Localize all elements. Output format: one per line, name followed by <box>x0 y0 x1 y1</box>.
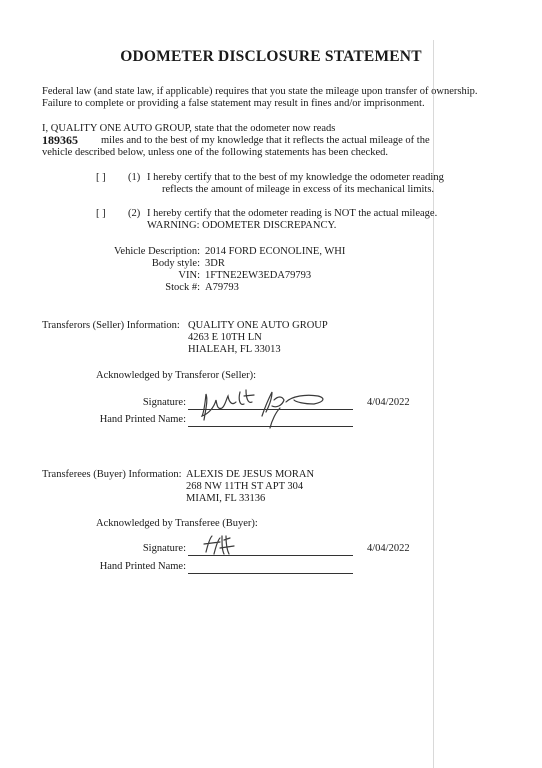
transferee-signature-image <box>200 532 240 558</box>
statement-line-1: I, QUALITY ONE AUTO GROUP, state that the odometer now reads <box>42 123 336 134</box>
page-title: ODOMETER DISCLOSURE STATEMENT <box>120 48 422 65</box>
scan-edge-line <box>433 40 434 768</box>
odometer-mileage: 189365 <box>42 133 78 147</box>
transferor-ack: Acknowledged by Transferor (Seller): <box>96 370 257 381</box>
stock-label: Stock #: <box>165 282 200 293</box>
transferee-address-1: 268 NW 11TH ST APT 304 <box>186 481 304 492</box>
option-1-number: (1) <box>128 172 141 183</box>
transferee-printed-name-line[interactable] <box>188 573 353 574</box>
statement-line-3: vehicle described below, unless one of the following statements has been checked. <box>42 147 388 158</box>
transferee-printed-label: Hand Printed Name: <box>99 561 186 572</box>
vehicle-description-label: Vehicle Description: <box>113 246 200 257</box>
transferor-address-1: 4263 E 10TH LN <box>188 332 262 343</box>
transferor-address-2: HIALEAH, FL 33013 <box>188 344 281 355</box>
vin-value: 1FTNE2EW3EDA79793 <box>205 270 312 281</box>
option-1-line-1: I hereby certify that to the best of my knowledge the odometer reading <box>147 172 444 183</box>
option-2-checkbox[interactable]: [ ] <box>96 208 106 219</box>
statement-line-2: miles and to the best of my knowledge that it reflects the actual mileage of the <box>101 135 430 146</box>
transferor-signature-image <box>196 386 336 430</box>
vehicle-description: 2014 FORD ECONOLINE, WHI <box>205 246 346 257</box>
transferee-address-2: MIAMI, FL 33136 <box>186 493 266 504</box>
option-1-line-2: reflects the amount of mileage in excess of its mechanical limits. <box>162 184 435 195</box>
option-1-checkbox[interactable]: [ ] <box>96 172 106 183</box>
option-2-number: (2) <box>128 208 141 219</box>
option-2-line-2: WARNING: ODOMETER DISCREPANCY. <box>147 220 337 231</box>
transferor-date: 4/04/2022 <box>367 397 410 408</box>
stock-value: A79793 <box>205 282 239 293</box>
transferee-ack: Acknowledged by Transferee (Buyer): <box>96 518 258 529</box>
transferee-signature-label: Signature: <box>142 543 186 554</box>
intro-line-2: Failure to complete or providing a false statement may result in fines and/or imprisonment. <box>42 98 425 109</box>
transferor-name: QUALITY ONE AUTO GROUP <box>188 320 328 331</box>
transferor-printed-label: Hand Printed Name: <box>99 414 186 425</box>
intro-line-1: Federal law (and state law, if applicable) requires that you state the mileage upon transfer of ownership. <box>42 86 478 97</box>
transferor-printed-name-line[interactable] <box>188 426 353 427</box>
transferor-label: Transferors (Seller) Information: <box>42 320 180 331</box>
vin-label: VIN: <box>178 270 200 281</box>
transferee-label: Transferees (Buyer) Information: <box>42 469 182 480</box>
transferor-signature-label: Signature: <box>142 397 186 408</box>
option-2-line-1: I hereby certify that the odometer reading is NOT the actual mileage. <box>147 208 438 219</box>
body-style: 3DR <box>205 258 225 269</box>
transferee-name: ALEXIS DE JESUS MORAN <box>186 469 315 480</box>
transferee-date: 4/04/2022 <box>367 543 410 554</box>
body-style-label: Body style: <box>151 258 200 269</box>
